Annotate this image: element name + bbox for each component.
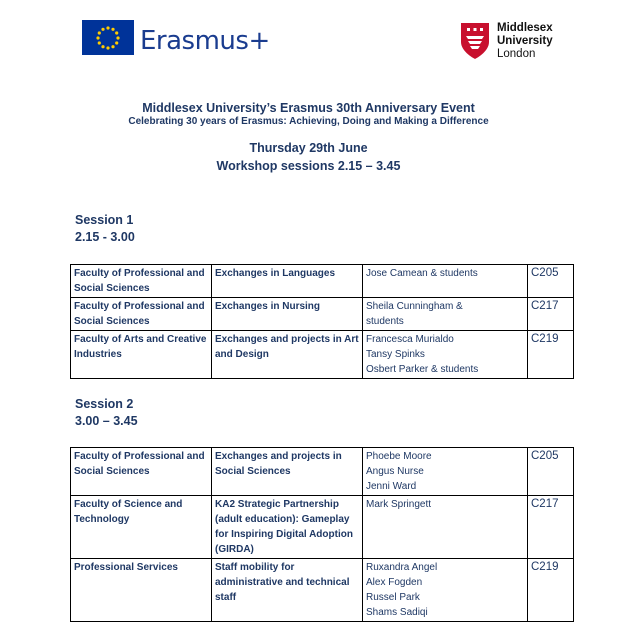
event-subtitle: Celebrating 30 years of Erasmus: Achieving, Doing and Making a Difference [128, 116, 489, 127]
people-cell [363, 265, 528, 298]
topic-cell: KA2 Strategic Partnership (adult education): Gameplay for Inspiring Digital Adoption (GIRDA) [212, 496, 363, 559]
room-cell: C219 [528, 559, 574, 622]
person-name: Jose Camean & students [366, 268, 478, 279]
session2-table [70, 447, 574, 622]
session2-heading [75, 396, 138, 430]
faculty-cell: Faculty of Professional and Social Sciences [71, 298, 212, 331]
person-name: Shams Sadiqi [366, 607, 428, 618]
faculty-cell: Faculty of Professional and Social Sciences [71, 448, 212, 496]
table-row [71, 496, 574, 559]
room-cell: C205 [528, 448, 574, 496]
topic-cell: Exchanges and projects in Social Sciences [212, 448, 363, 496]
person-name: Alex Fogden [366, 577, 423, 588]
people-cell [363, 496, 528, 559]
faculty-cell: Professional Services [71, 559, 212, 622]
people-cell [363, 331, 528, 379]
university-name-line2: University [497, 35, 553, 47]
faculty-cell: Faculty of Professional and Social Sciences [71, 265, 212, 298]
workshop-times: Workshop sessions 2.15 – 3.45 [216, 159, 401, 173]
topic-cell: Exchanges and projects in Art and Design [212, 331, 363, 379]
session1-table [70, 264, 574, 379]
university-name-line1: Middlesex [497, 22, 553, 34]
eu-stars-icon [88, 23, 128, 53]
room-cell: C217 [528, 496, 574, 559]
room-cell: C205 [528, 265, 574, 298]
person-name: students [366, 316, 404, 327]
university-shield-icon [460, 22, 490, 60]
person-name: Osbert Parker & students [366, 364, 479, 375]
person-name: Francesca Murialdo [366, 334, 454, 345]
person-name: Phoebe Moore [366, 451, 432, 462]
eu-flag-logo [82, 20, 134, 55]
university-logo-text [497, 22, 553, 61]
person-name: Russel Park [366, 592, 420, 603]
room-cell: C219 [528, 331, 574, 379]
table-row [71, 559, 574, 622]
erasmus-logo-text: Erasmus+ [140, 26, 270, 56]
session1-heading [75, 212, 135, 246]
people-cell [363, 448, 528, 496]
topic-cell: Staff mobility for administrative and technical staff [212, 559, 363, 622]
person-name: Ruxandra Angel [366, 562, 438, 573]
person-name: Angus Nurse [366, 466, 424, 477]
session1-title: Session 1 [75, 213, 134, 227]
person-name: Mark Springett [366, 499, 432, 510]
person-name: Tansy Spinks [366, 349, 425, 360]
topic-cell: Exchanges in Nursing [212, 298, 363, 331]
session2-time: 3.00 – 3.45 [75, 414, 138, 428]
people-cell [363, 298, 528, 331]
table-row [71, 265, 574, 298]
event-title: Middlesex University’s Erasmus 30th Anniversary Event [142, 101, 475, 115]
university-name-line3: London [497, 48, 536, 60]
faculty-cell: Faculty of Arts and Creative Industries [71, 331, 212, 379]
room-cell: C217 [528, 298, 574, 331]
table-row [71, 448, 574, 496]
faculty-cell: Faculty of Science and Technology [71, 496, 212, 559]
table-row [71, 298, 574, 331]
topic-cell: Exchanges in Languages [212, 265, 363, 298]
session1-time: 2.15 - 3.00 [75, 230, 135, 244]
event-date: Thursday 29th June [249, 141, 368, 155]
people-cell [363, 559, 528, 622]
person-name: Sheila Cunningham & [366, 301, 463, 312]
table-row [71, 331, 574, 379]
session2-title: Session 2 [75, 397, 134, 411]
person-name: Jenni Ward [366, 481, 417, 492]
